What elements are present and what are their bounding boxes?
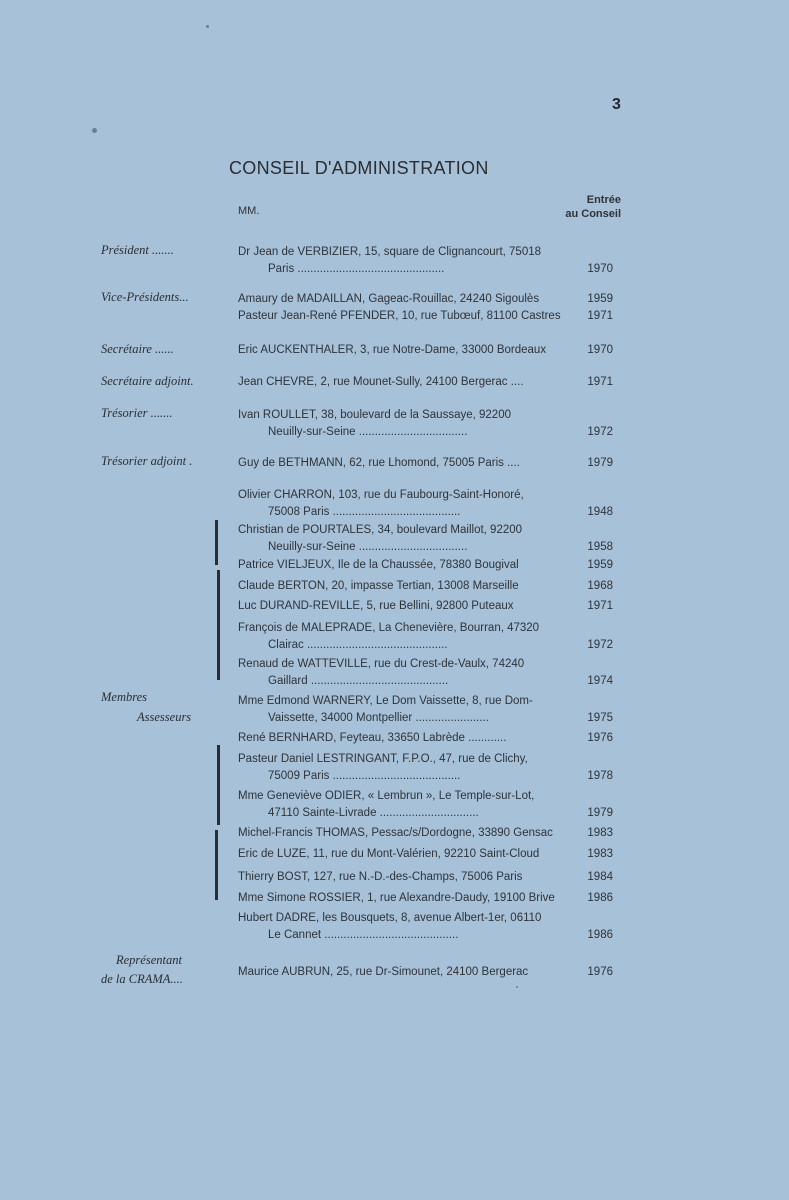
entry-text: Amaury de MADAILLAN, Gageac-Rouillac, 24240 Sigoulès [238, 293, 540, 305]
entry-text: Paris .............................................. [268, 263, 445, 275]
entry-text: Thierry BOST, 127, rue N.-D.-des-Champs, 75006 Paris [238, 871, 523, 883]
entree-header-line2: au Conseil [565, 208, 621, 220]
entry-text: Pasteur Daniel LESTRINGANT, F.P.O., 47, rue de Clichy, [238, 753, 528, 765]
role-crama: de la CRAMA.... [101, 972, 183, 986]
entry-text: François de MALEPRADE, La Chenevière, Bourran, 47320 [238, 622, 540, 634]
entree-header-line1: Entrée [586, 194, 621, 206]
member-entry [238, 578, 613, 595]
member-entry [238, 730, 613, 747]
role-assesseurs: Assesseurs [137, 710, 192, 724]
entry-year: 1971 [587, 376, 613, 388]
entry-text: Ivan ROULLET, 38, boulevard de la Saussaye, 92200 [238, 409, 511, 421]
member-entry [238, 522, 613, 556]
member-entry [238, 407, 613, 441]
brace-segment [217, 570, 220, 680]
entry-year: 1983 [587, 827, 613, 839]
entry-year: 1979 [587, 807, 613, 819]
entry-text: Hubert DADRE, les Bousquets, 8, avenue Albert-1er, 06110 [238, 912, 542, 924]
brace-segment [215, 520, 218, 565]
member-entry [238, 244, 613, 278]
entry-year: 1978 [587, 770, 613, 782]
member-entry [238, 656, 613, 690]
entry-year: 1983 [587, 848, 613, 860]
member-entry [238, 869, 613, 886]
member-entry [238, 788, 613, 822]
member-entry [238, 620, 613, 654]
entry-year: 1974 [587, 675, 613, 687]
member-entry [238, 598, 613, 615]
member-entry [238, 455, 613, 472]
entry-year: 1959 [587, 559, 613, 571]
entry-text: Renaud de WATTEVILLE, rue du Crest-de-Vaulx, 74240 [238, 658, 525, 670]
entry-text: Claude BERTON, 20, impasse Tertian, 13008 Marseille [238, 580, 519, 592]
entry-text: 47110 Sainte-Livrade ............................... [268, 807, 479, 819]
entry-year: 1986 [587, 892, 613, 904]
role-president: Président ....... [101, 243, 174, 257]
role-representant: Représentant [116, 953, 182, 967]
entry-year: 1984 [587, 871, 613, 883]
entry-text: Maurice AUBRUN, 25, rue Dr-Simounet, 24100 Bergerac [238, 966, 529, 978]
entry-text: Eric de LUZE, 11, rue du Mont-Valérien, 92210 Saint-Cloud [238, 848, 540, 860]
entry-text: Michel-Francis THOMAS, Pessac/s/Dordogne, 33890 Gensac [238, 827, 553, 839]
entry-text: Mme Edmond WARNERY, Le Dom Vaissette, 8, rue Dom- [238, 695, 533, 707]
paper-speck [92, 128, 97, 133]
member-entry [238, 890, 613, 907]
paper-speck [206, 25, 209, 28]
member-entry [238, 342, 613, 359]
entry-text: Vaissette, 34000 Montpellier ....................... [268, 712, 489, 724]
member-entry [238, 751, 613, 785]
entry-year: 1959 [587, 293, 613, 305]
entry-text: Mme Simone ROSSIER, 1, rue Alexandre-Daudy, 19100 Brive [238, 892, 555, 904]
entry-text: 75009 Paris ........................................ [268, 770, 461, 782]
entry-year: 1979 [587, 457, 613, 469]
entry-year: 1976 [587, 966, 613, 978]
entry-year: 1972 [587, 639, 613, 651]
entry-text: Patrice VIELJEUX, Ile de la Chaussée, 78380 Bougival [238, 559, 519, 571]
entry-text: 75008 Paris ........................................ [268, 506, 461, 518]
entry-year: 1948 [587, 506, 613, 518]
member-entry [238, 291, 613, 308]
member-entry [238, 308, 613, 325]
entry-year: 1971 [587, 310, 613, 322]
role-tresorier: Trésorier ....... [101, 406, 173, 420]
page-title: CONSEIL D'ADMINISTRATION [229, 158, 489, 178]
member-entry [238, 374, 613, 391]
page-number: 3 [612, 96, 621, 113]
entry-year: 1972 [587, 426, 613, 438]
entry-text: Eric AUCKENTHALER, 3, rue Notre-Dame, 33000 Bordeaux [238, 344, 547, 356]
entry-text: Gaillard ........................................... [268, 675, 449, 687]
role-membres: Membres [101, 690, 148, 704]
member-entry [238, 964, 613, 981]
entry-text: Mme Geneviève ODIER, « Lembrun », Le Temple-sur-Lot, [238, 790, 535, 802]
entry-text: Luc DURAND-REVILLE, 5, rue Bellini, 92800 Puteaux [238, 600, 514, 612]
member-entry [238, 910, 613, 944]
member-entry [238, 693, 613, 727]
entry-year: 1986 [587, 929, 613, 941]
entry-year: 1970 [587, 344, 613, 356]
member-entry [238, 487, 613, 521]
entry-year: 1971 [587, 600, 613, 612]
entry-text: Le Cannet .......................................... [268, 929, 459, 941]
entry-text: Olivier CHARRON, 103, rue du Faubourg-Saint-Honoré, [238, 489, 524, 501]
role-tresorier-adjoint: Trésorier adjoint . [101, 454, 193, 468]
role-secretaire: Secrétaire ...... [101, 342, 174, 356]
role-vice-presidents: Vice-Présidents... [101, 290, 189, 304]
entry-text: René BERNHARD, Feyteau, 33650 Labrède ............ [238, 732, 507, 744]
entry-year: 1968 [587, 580, 613, 592]
entry-text: Jean CHEVRE, 2, rue Mounet-Sully, 24100 Bergerac .... [238, 376, 524, 388]
entry-text: Christian de POURTALES, 34, boulevard Maillot, 92200 [238, 524, 523, 536]
entry-year: 1975 [587, 712, 613, 724]
mm-header: MM. [238, 205, 260, 217]
entry-text: Guy de BETHMANN, 62, rue Lhomond, 75005 Paris .... [238, 457, 520, 469]
entry-year: 1970 [587, 263, 613, 275]
entry-text: Dr Jean de VERBIZIER, 15, square de Clignancourt, 75018 [238, 246, 542, 258]
member-entry [238, 557, 613, 574]
entry-year: 1958 [587, 541, 613, 553]
paper-speck [516, 986, 518, 988]
entry-text: Pasteur Jean-René PFENDER, 10, rue Tubœuf, 81100 Castres [238, 310, 561, 322]
role-secretaire-adjoint: Secrétaire adjoint. [101, 374, 194, 388]
brace-segment [215, 830, 218, 900]
member-entry [238, 825, 613, 842]
brace-segment [217, 745, 220, 825]
entree-header [565, 193, 621, 221]
entry-text: Neuilly-sur-Seine .................................. [268, 541, 468, 553]
entry-text: Neuilly-sur-Seine .................................. [268, 426, 468, 438]
entry-text: Clairac ............................................ [268, 639, 448, 651]
entry-year: 1976 [587, 732, 613, 744]
member-entry [238, 846, 613, 863]
